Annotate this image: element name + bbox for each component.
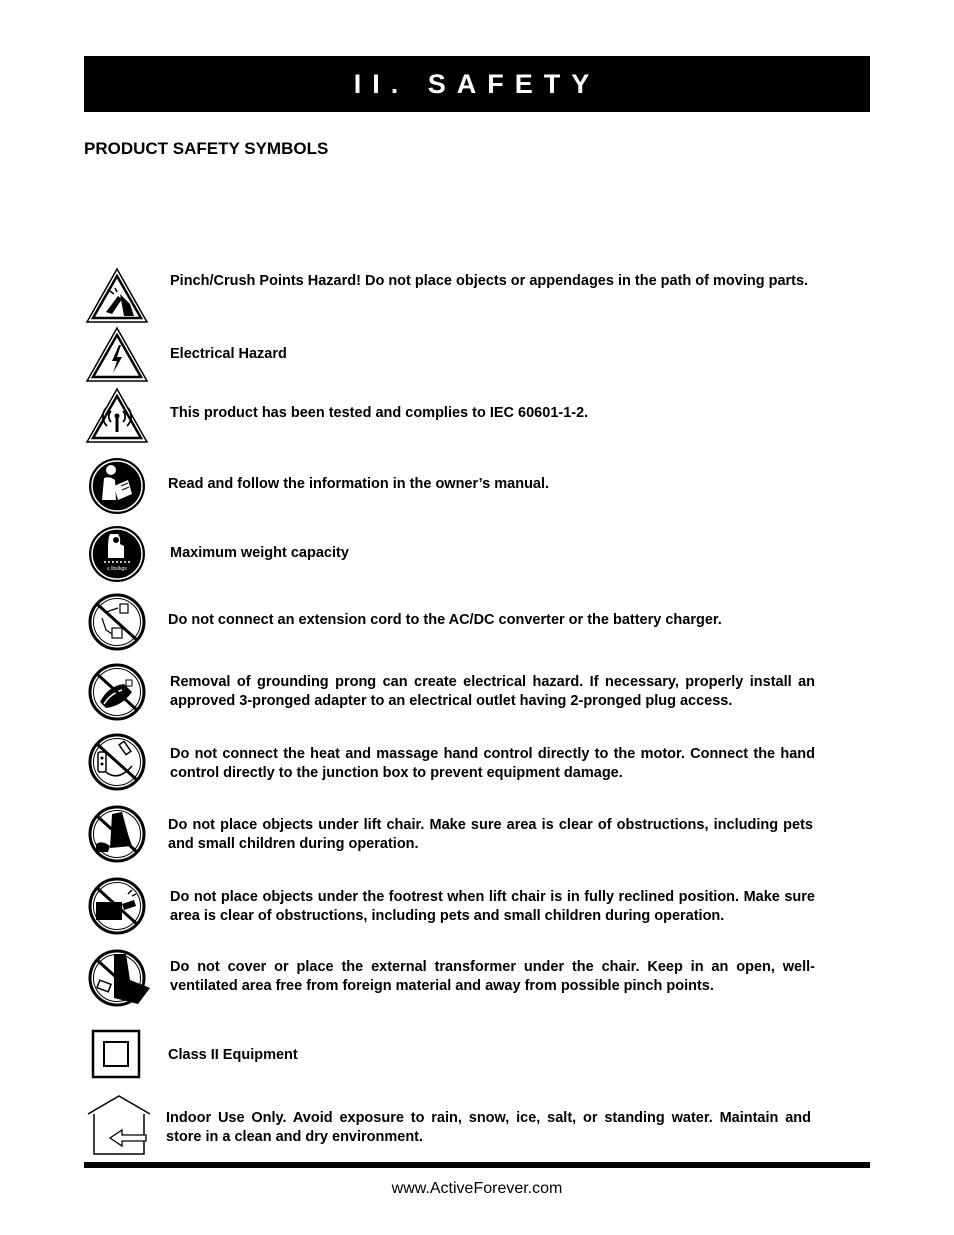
safety-symbol-row: [84, 732, 870, 794]
safety-symbol-row: [84, 662, 870, 724]
safety-symbol-row: [84, 876, 870, 938]
safety-symbol-row: [84, 592, 870, 652]
radiation-warning-icon: [84, 386, 150, 446]
section-banner: II. SAFETY: [84, 56, 870, 112]
no-cover-transformer-icon: [84, 948, 150, 1008]
safety-symbol-text: Electrical Hazard: [170, 346, 287, 362]
safety-symbol-text: Maximum weight capacity: [170, 545, 349, 561]
safety-symbol-text: Indoor Use Only. Avoid exposure to rain, snow, ice, salt, or standing water. Maintain and store in a clean and dry environment.: [166, 1110, 811, 1145]
safety-symbol-row: [84, 1028, 870, 1084]
safety-symbol-text: Pinch/Crush Points Hazard! Do not place objects or appendages in the path of moving parts.: [170, 273, 809, 289]
no-objects-under-footrest-icon: [84, 876, 150, 936]
class-ii-equipment-icon: [90, 1028, 142, 1080]
pinch-hazard-icon: [84, 266, 150, 326]
safety-symbol-row: [84, 266, 870, 324]
safety-symbol-text: Read and follow the information in the owner’s manual.: [168, 476, 550, 492]
safety-symbol-row: [84, 386, 870, 444]
safety-symbol-row: [84, 325, 870, 381]
read-manual-icon: [84, 456, 150, 516]
safety-symbol-text: Do not connect an extension cord to the AC/DC converter or the battery charger.: [168, 612, 722, 628]
section-title: PRODUCT SAFETY SYMBOLS: [84, 139, 329, 158]
safety-symbol-text: Do not place objects under the footrest when lift chair is in fully reclined position. Make sure area is clear of obstructions, including pets and small children during operation.: [170, 889, 815, 924]
safety-symbol-text: This product has been tested and complies to IEC 60601-1-2.: [170, 405, 589, 421]
indoor-use-only-icon: [86, 1094, 152, 1156]
safety-symbol-text: Class II Equipment: [168, 1047, 298, 1063]
no-extension-cord-icon: [84, 592, 150, 652]
weight-capacity-label: ≤ lbs/kgs: [107, 566, 127, 572]
safety-symbol-row: [84, 524, 870, 586]
safety-symbol-row: [84, 804, 870, 866]
safety-symbol-text: Removal of grounding prong can create electrical hazard. If necessary, properly install an approved 3-pronged adapter to an electrical outlet having 2-pronged plug access.: [170, 674, 815, 709]
no-prong-removal-icon: [84, 662, 150, 722]
safety-symbol-text: Do not cover or place the external transformer under the chair. Keep in an open, well-ventilated area free from foreign material and away from possible pinch points.: [170, 959, 815, 994]
safety-symbol-row: [84, 1094, 870, 1158]
footer-url: www.ActiveForever.com: [391, 1180, 563, 1197]
safety-symbol-row: [84, 948, 870, 1010]
footer-rule: [84, 1162, 870, 1168]
no-direct-motor-connect-icon: [84, 732, 150, 792]
electrical-hazard-icon: [84, 325, 150, 385]
weight-capacity-icon: [84, 524, 150, 584]
safety-symbol-row: [84, 456, 870, 516]
no-objects-under-chair-icon: [84, 804, 150, 864]
safety-symbol-text: Do not connect the heat and massage hand control directly to the motor. Connect the hand control directly to the junction box to prevent equipment damage.: [170, 746, 815, 781]
safety-symbol-text: Do not place objects under lift chair. Make sure area is clear of obstructions, including pets and small children during operation.: [168, 817, 813, 852]
